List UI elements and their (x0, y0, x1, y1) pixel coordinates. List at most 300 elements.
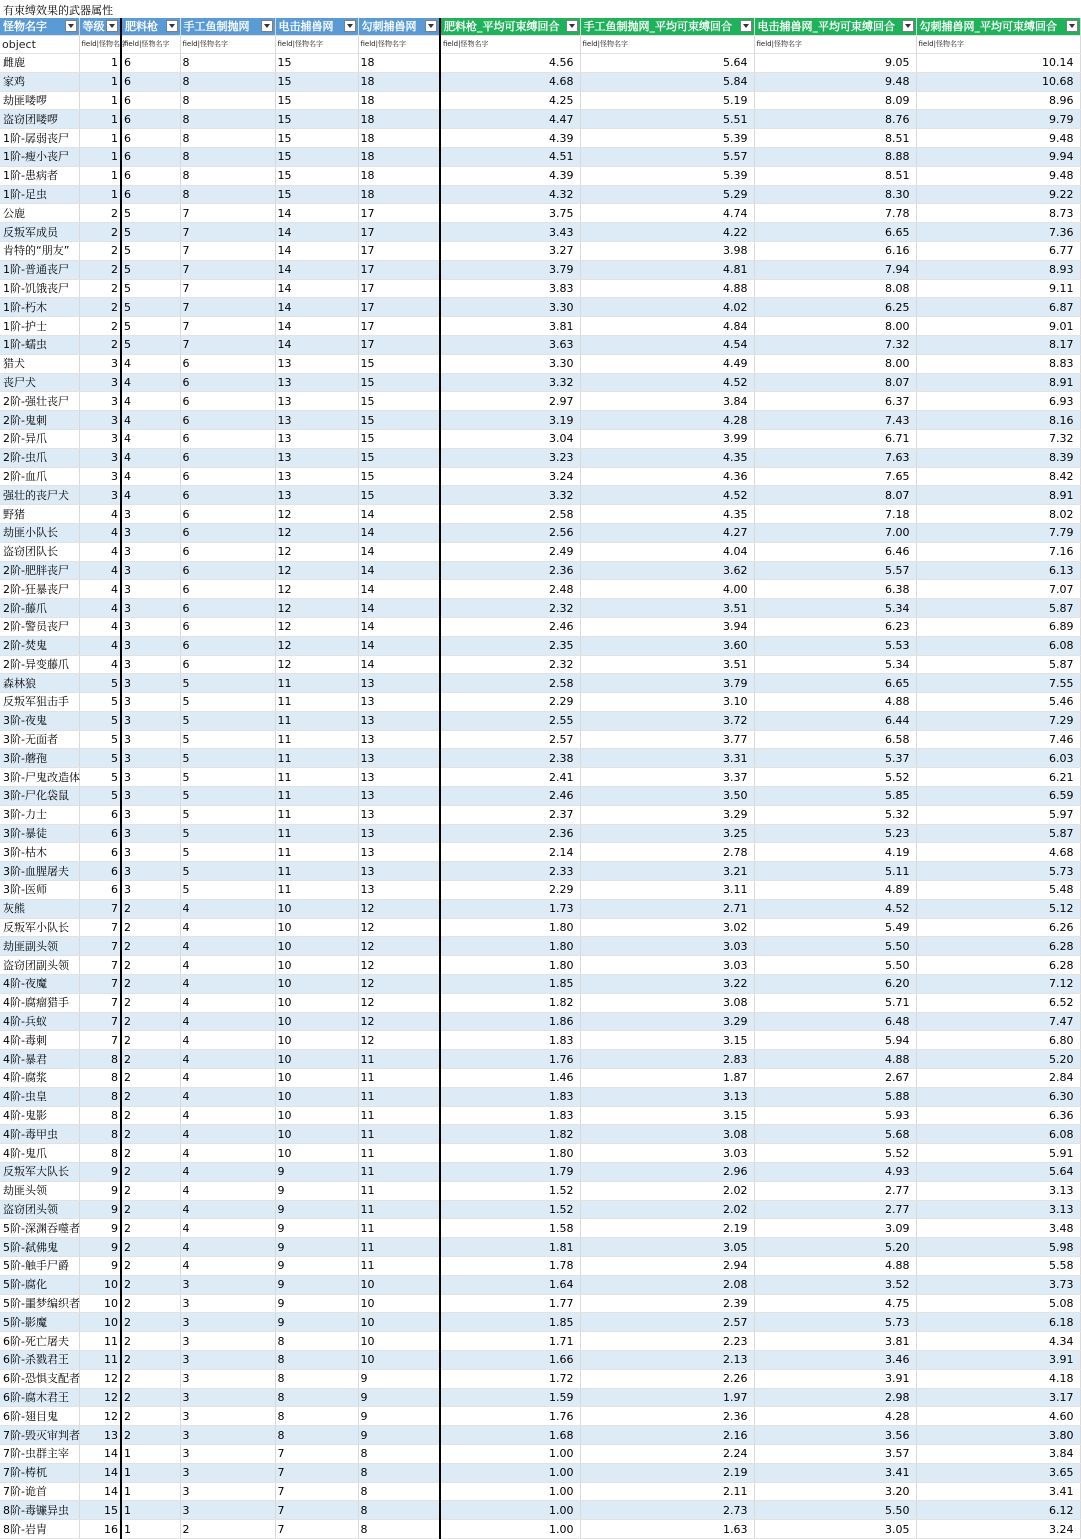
table-cell: 6阶-翅目鬼 (0, 1407, 79, 1426)
table-cell: 3.94 (580, 617, 754, 636)
table-cell: 3.23 (440, 448, 580, 467)
table-cell: 11 (358, 1163, 440, 1182)
table-cell: 3阶-血腥屠夫 (0, 862, 79, 881)
table-cell: 6 (121, 185, 180, 204)
table-cell: 4 (180, 1144, 275, 1163)
table-cell: 2 (121, 1407, 180, 1426)
table-cell: 8 (79, 1125, 121, 1144)
table-cell: 4.47 (440, 110, 580, 129)
table-cell: 6 (180, 411, 275, 430)
table-cell: 5.32 (754, 805, 916, 824)
table-cell: 1.78 (440, 1257, 580, 1276)
table-cell: 2 (79, 204, 121, 223)
table-cell: 5.52 (754, 768, 916, 787)
table-cell: 7阶-梼杌 (0, 1463, 79, 1482)
table-cell: 9 (79, 1219, 121, 1238)
table-cell: 10 (79, 1275, 121, 1294)
table-row (0, 523, 1080, 542)
table-cell: 7.43 (754, 411, 916, 430)
table-cell: 15 (275, 110, 358, 129)
table-cell: 10 (79, 1294, 121, 1313)
table-row (0, 1275, 1080, 1294)
table-cell: 3.46 (754, 1350, 916, 1369)
table-cell: 6.26 (916, 918, 1080, 937)
table-cell: 17 (358, 241, 440, 260)
table-cell: 8.88 (754, 147, 916, 166)
table-cell: 5.64 (580, 54, 754, 73)
table-cell: 6阶-杀戮君王 (0, 1350, 79, 1369)
table-row (0, 1426, 1080, 1445)
table-cell: 5.39 (580, 166, 754, 185)
table-cell: 12 (79, 1407, 121, 1426)
table-cell: 3.80 (916, 1426, 1080, 1445)
table-cell: 2阶-强壮丧尸 (0, 392, 79, 411)
table-row (0, 147, 1080, 166)
table-cell: 14 (358, 655, 440, 674)
table-cell: 8 (180, 147, 275, 166)
table-cell: 6 (180, 354, 275, 373)
table-cell: 2.58 (440, 674, 580, 693)
table-cell: 8 (180, 72, 275, 91)
table-cell: 15 (275, 185, 358, 204)
table-cell: 9 (275, 1313, 358, 1332)
table-cell: 3阶-医师 (0, 881, 79, 900)
table-cell: 12 (275, 636, 358, 655)
table-cell: 18 (358, 91, 440, 110)
table-cell: 6 (79, 862, 121, 881)
table-cell: 3.13 (916, 1200, 1080, 1219)
table-cell: 3 (180, 1350, 275, 1369)
table-cell: 2.77 (754, 1181, 916, 1200)
table-cell: 5 (180, 787, 275, 806)
column-header-8 (754, 18, 916, 36)
table-cell: 3.15 (580, 1031, 754, 1050)
table-cell: 9 (79, 1181, 121, 1200)
table-cell: 3 (121, 599, 180, 618)
table-cell: 7.18 (754, 505, 916, 524)
table-cell: 7.29 (916, 711, 1080, 730)
table-cell: 11 (275, 674, 358, 693)
table-cell: 4阶-腐瘤猎手 (0, 993, 79, 1012)
table-cell: 3.09 (754, 1219, 916, 1238)
table-cell: 5.50 (754, 1501, 916, 1520)
table-cell: 4.74 (580, 204, 754, 223)
table-cell: 6.44 (754, 711, 916, 730)
table-row (0, 241, 1080, 260)
table-cell: 9.48 (916, 129, 1080, 148)
table-cell: 12 (275, 505, 358, 524)
table-row (0, 411, 1080, 430)
table-cell: 2.98 (754, 1388, 916, 1407)
table-cell: 4 (180, 1238, 275, 1257)
table-cell: 3 (121, 636, 180, 655)
table-cell: 7.07 (916, 580, 1080, 599)
table-cell: 15 (358, 373, 440, 392)
table-cell: 7.65 (754, 467, 916, 486)
table-cell: 2.77 (754, 1200, 916, 1219)
table-cell: 3.84 (580, 392, 754, 411)
table-cell: 5.91 (916, 1144, 1080, 1163)
table-cell: 13 (275, 373, 358, 392)
table-cell: 3阶-力士 (0, 805, 79, 824)
table-cell: 4.18 (916, 1369, 1080, 1388)
table-cell: 1 (79, 185, 121, 204)
table-cell: 2.16 (580, 1426, 754, 1445)
table-cell: 盗窃团头领 (0, 1200, 79, 1219)
table-cell: 14 (275, 241, 358, 260)
table-cell: 盗窃团副头领 (0, 956, 79, 975)
table-cell: 1阶-患病者 (0, 166, 79, 185)
table-cell: 14 (275, 317, 358, 336)
table-cell: 8 (358, 1444, 440, 1463)
table-cell: 2.29 (440, 881, 580, 900)
table-cell: 5 (79, 674, 121, 693)
table-cell: 8阶-毒镰异虫 (0, 1501, 79, 1520)
table-cell: 2 (180, 1520, 275, 1539)
table-cell: 2 (121, 1257, 180, 1276)
table-cell: 5.39 (580, 129, 754, 148)
table-cell: 7.00 (754, 523, 916, 542)
table-cell: 3.65 (916, 1463, 1080, 1482)
column-header-3 (180, 18, 275, 36)
table-cell: 8.07 (754, 486, 916, 505)
table-row (0, 110, 1080, 129)
table-cell: 5 (121, 241, 180, 260)
table-cell: 2 (121, 1181, 180, 1200)
table-cell: 2 (121, 1426, 180, 1445)
table-cell: 3.20 (754, 1482, 916, 1501)
table-cell: 5.64 (916, 1163, 1080, 1182)
table-cell: 4.49 (580, 354, 754, 373)
table-cell: 1.71 (440, 1332, 580, 1351)
table-row (0, 1031, 1080, 1050)
table-cell: 1 (79, 91, 121, 110)
table-cell: 5.87 (916, 599, 1080, 618)
table-cell: 3.81 (754, 1332, 916, 1351)
table-cell: 2 (121, 956, 180, 975)
table-cell: 2 (121, 1144, 180, 1163)
table-cell: 8 (358, 1482, 440, 1501)
table-cell: 8 (79, 1144, 121, 1163)
table-cell: 8.76 (754, 110, 916, 129)
table-cell: 10 (358, 1350, 440, 1369)
field-label: field|怪物名字 (180, 36, 275, 54)
table-cell: 11 (358, 1125, 440, 1144)
table-cell: 劫匪副头领 (0, 937, 79, 956)
table-cell: 13 (358, 862, 440, 881)
table-cell: 13 (358, 787, 440, 806)
table-cell: 10 (358, 1313, 440, 1332)
table-row (0, 1501, 1080, 1520)
field-label: field|怪物名字 (79, 36, 121, 54)
table-cell: 7 (275, 1501, 358, 1520)
table-cell: 2 (121, 918, 180, 937)
table-cell: 6.16 (754, 241, 916, 260)
table-cell: 2 (79, 260, 121, 279)
table-cell: 6 (180, 392, 275, 411)
table-cell: 1 (121, 1482, 180, 1501)
table-cell: 5.20 (754, 1238, 916, 1257)
table-cell: 3.05 (580, 1238, 754, 1257)
table-cell: 7 (180, 298, 275, 317)
table-row (0, 1087, 1080, 1106)
table-row (0, 730, 1080, 749)
table-row (0, 260, 1080, 279)
table-cell: 15 (358, 467, 440, 486)
table-cell: 14 (358, 580, 440, 599)
table-cell: 17 (358, 204, 440, 223)
table-cell: 2.55 (440, 711, 580, 730)
table-cell: 3.19 (440, 411, 580, 430)
table-cell: 6 (121, 166, 180, 185)
table-cell: 13 (358, 749, 440, 768)
table-cell: 3.24 (440, 467, 580, 486)
table-cell: 8.39 (916, 448, 1080, 467)
table-cell: 1 (121, 1501, 180, 1520)
table-cell: 4 (79, 523, 121, 542)
table-cell: 1.00 (440, 1482, 580, 1501)
table-cell: 4 (79, 561, 121, 580)
table-cell: 4.22 (580, 223, 754, 242)
filter-dropdown-icon[interactable] (106, 20, 118, 32)
table-cell: 7.36 (916, 223, 1080, 242)
table-cell: 8 (180, 166, 275, 185)
column-header-label: 肥料枪_平均可束缚回合 (444, 20, 560, 33)
table-cell: 1.80 (440, 1144, 580, 1163)
table-cell: 10 (275, 1087, 358, 1106)
table-cell: 5.34 (754, 655, 916, 674)
table-cell: 6.36 (916, 1106, 1080, 1125)
table-row (0, 843, 1080, 862)
table-cell: 8.73 (916, 204, 1080, 223)
table-cell: 1.76 (440, 1407, 580, 1426)
table-row (0, 1369, 1080, 1388)
table-row (0, 693, 1080, 712)
filter-dropdown-icon[interactable] (166, 20, 178, 32)
table-body (0, 54, 1080, 1539)
table-cell: 2.37 (440, 805, 580, 824)
table-cell: 2.48 (440, 580, 580, 599)
table-cell: 4 (180, 1087, 275, 1106)
table-cell: 3 (79, 448, 121, 467)
table-cell: 10 (275, 1106, 358, 1125)
table-cell: 4 (180, 1031, 275, 1050)
table-cell: 4 (180, 1012, 275, 1031)
table-cell: 6.80 (916, 1031, 1080, 1050)
table-cell: 4.54 (580, 335, 754, 354)
table-cell: 2 (121, 1125, 180, 1144)
table-row (0, 674, 1080, 693)
table-cell: 6 (180, 523, 275, 542)
table-cell: 8.93 (916, 260, 1080, 279)
table-cell: 12 (275, 655, 358, 674)
table-cell: 5.73 (754, 1313, 916, 1332)
table-cell: 4.89 (754, 881, 916, 900)
table-cell: 3.32 (440, 486, 580, 505)
table-cell: 8.51 (754, 129, 916, 148)
table-row (0, 881, 1080, 900)
table-cell: 4 (180, 1200, 275, 1219)
table-cell: 4阶-鬼爪 (0, 1144, 79, 1163)
table-cell: 5.52 (754, 1144, 916, 1163)
table-cell: 18 (358, 110, 440, 129)
table-cell: 8阶-岩胄 (0, 1520, 79, 1539)
table-cell: 4.39 (440, 129, 580, 148)
table-cell: 3 (180, 1313, 275, 1332)
table-row (0, 1219, 1080, 1238)
table-row (0, 655, 1080, 674)
table-cell: 15 (358, 392, 440, 411)
table-cell: 6.52 (916, 993, 1080, 1012)
table-cell: 9 (275, 1257, 358, 1276)
table-cell: 13 (275, 411, 358, 430)
table-cell: 1.83 (440, 1087, 580, 1106)
table-row (0, 1181, 1080, 1200)
table-cell: 2.02 (580, 1200, 754, 1219)
table-cell: 1阶-足虫 (0, 185, 79, 204)
filter-dropdown-icon[interactable] (740, 20, 752, 32)
filter-dropdown-icon[interactable] (566, 20, 578, 32)
table-cell: 7.78 (754, 204, 916, 223)
table-cell: 2 (121, 937, 180, 956)
table-cell: 4 (79, 505, 121, 524)
table-cell: 10 (275, 918, 358, 937)
table-cell: 13 (358, 693, 440, 712)
table-cell: 3 (121, 862, 180, 881)
table-cell: 3 (180, 1369, 275, 1388)
table-cell: 7 (79, 1031, 121, 1050)
table-row (0, 1482, 1080, 1501)
table-cell: 5.37 (754, 749, 916, 768)
table-cell: 5阶-弑佛鬼 (0, 1238, 79, 1257)
table-cell: 15 (275, 72, 358, 91)
table-cell: 8.17 (916, 335, 1080, 354)
table-cell: 7 (79, 975, 121, 994)
table-cell: 6.59 (916, 787, 1080, 806)
table-cell: 7阶-毁灭审判者 (0, 1426, 79, 1445)
table-cell: 4 (180, 1050, 275, 1069)
column-header-label: 电击捕兽网 (278, 20, 334, 33)
table-cell: 7.55 (916, 674, 1080, 693)
table-cell: 6 (121, 129, 180, 148)
table-cell: 1.80 (440, 956, 580, 975)
table-cell: 2阶-狂暴丧尸 (0, 580, 79, 599)
table-cell: 4 (79, 542, 121, 561)
table-cell: 7 (180, 223, 275, 242)
table-cell: 2.94 (580, 1257, 754, 1276)
table-cell: 5 (79, 749, 121, 768)
table-cell: 3.30 (440, 354, 580, 373)
filter-dropdown-icon[interactable] (425, 20, 437, 32)
table-cell: 1.00 (440, 1463, 580, 1482)
table-cell: 1.58 (440, 1219, 580, 1238)
table-cell: 14 (358, 523, 440, 542)
table-cell: 2.78 (580, 843, 754, 862)
table-cell: 7 (79, 1012, 121, 1031)
table-cell: 3 (121, 542, 180, 561)
table-cell: 13 (79, 1426, 121, 1445)
table-cell: 5.29 (580, 185, 754, 204)
table-cell: 2.19 (580, 1219, 754, 1238)
column-header-label: 勾刺捕兽网 (361, 20, 417, 33)
field-label: field|怪物名字 (275, 36, 358, 54)
table-row (0, 429, 1080, 448)
table-cell: 5 (121, 260, 180, 279)
table-cell: 8 (275, 1426, 358, 1445)
table-cell: 5 (180, 805, 275, 824)
table-row (0, 298, 1080, 317)
table-cell: 2.57 (580, 1313, 754, 1332)
table-cell: 11 (358, 1200, 440, 1219)
filter-dropdown-icon[interactable] (261, 20, 273, 32)
table-cell: 5.57 (580, 147, 754, 166)
table-cell: 盗窃团喽啰 (0, 110, 79, 129)
table-cell: 1.72 (440, 1369, 580, 1388)
table-cell: 7.94 (754, 260, 916, 279)
filter-dropdown-icon[interactable] (65, 20, 77, 32)
table-cell: 9 (275, 1181, 358, 1200)
table-cell: 盗窃团队长 (0, 542, 79, 561)
filter-dropdown-icon[interactable] (344, 20, 356, 32)
table-cell: 1.82 (440, 1125, 580, 1144)
table-cell: 3 (121, 711, 180, 730)
table-cell: 5 (121, 335, 180, 354)
table-cell: 3.41 (754, 1463, 916, 1482)
table-cell: 10 (275, 899, 358, 918)
table-cell: 3 (180, 1444, 275, 1463)
table-cell: 6 (121, 72, 180, 91)
table-cell: 11 (358, 1144, 440, 1163)
table-cell: 3.48 (916, 1219, 1080, 1238)
column-header-label: 肥料枪 (125, 20, 158, 33)
table-cell: 2 (121, 1012, 180, 1031)
table-cell: 18 (358, 54, 440, 73)
table-cell: 5.98 (916, 1238, 1080, 1257)
table-cell: 3 (79, 411, 121, 430)
table-cell: 2阶-异变藤爪 (0, 655, 79, 674)
table-cell: 6 (180, 599, 275, 618)
filter-dropdown-icon[interactable] (902, 20, 914, 32)
table-cell: 4.93 (754, 1163, 916, 1182)
table-cell: 2阶-鬼刺 (0, 411, 79, 430)
table-cell: 2 (121, 1219, 180, 1238)
table-cell: 8 (275, 1332, 358, 1351)
table-cell: 3.29 (580, 1012, 754, 1031)
table-cell: 1.63 (580, 1520, 754, 1539)
filter-dropdown-icon[interactable] (1066, 20, 1078, 32)
table-cell: 7.47 (916, 1012, 1080, 1031)
table-cell: 6阶-腐木君王 (0, 1388, 79, 1407)
table-cell: 8.00 (754, 317, 916, 336)
table-cell: 5.08 (916, 1294, 1080, 1313)
table-cell: 2.14 (440, 843, 580, 862)
table-cell: 3阶-暴徒 (0, 824, 79, 843)
table-cell: 3.77 (580, 730, 754, 749)
table-cell: 劫匪小队长 (0, 523, 79, 542)
table-cell: 2阶-虫爪 (0, 448, 79, 467)
table-row (0, 354, 1080, 373)
table-cell: 1.82 (440, 993, 580, 1012)
table-cell: 2 (121, 1275, 180, 1294)
table-row (0, 279, 1080, 298)
table-cell: 1 (121, 1444, 180, 1463)
table-cell: 3.72 (580, 711, 754, 730)
table-row (0, 72, 1080, 91)
table-cell: 14 (275, 260, 358, 279)
table-cell: 8 (275, 1388, 358, 1407)
table-cell: 9 (358, 1407, 440, 1426)
table-cell: 4 (121, 448, 180, 467)
